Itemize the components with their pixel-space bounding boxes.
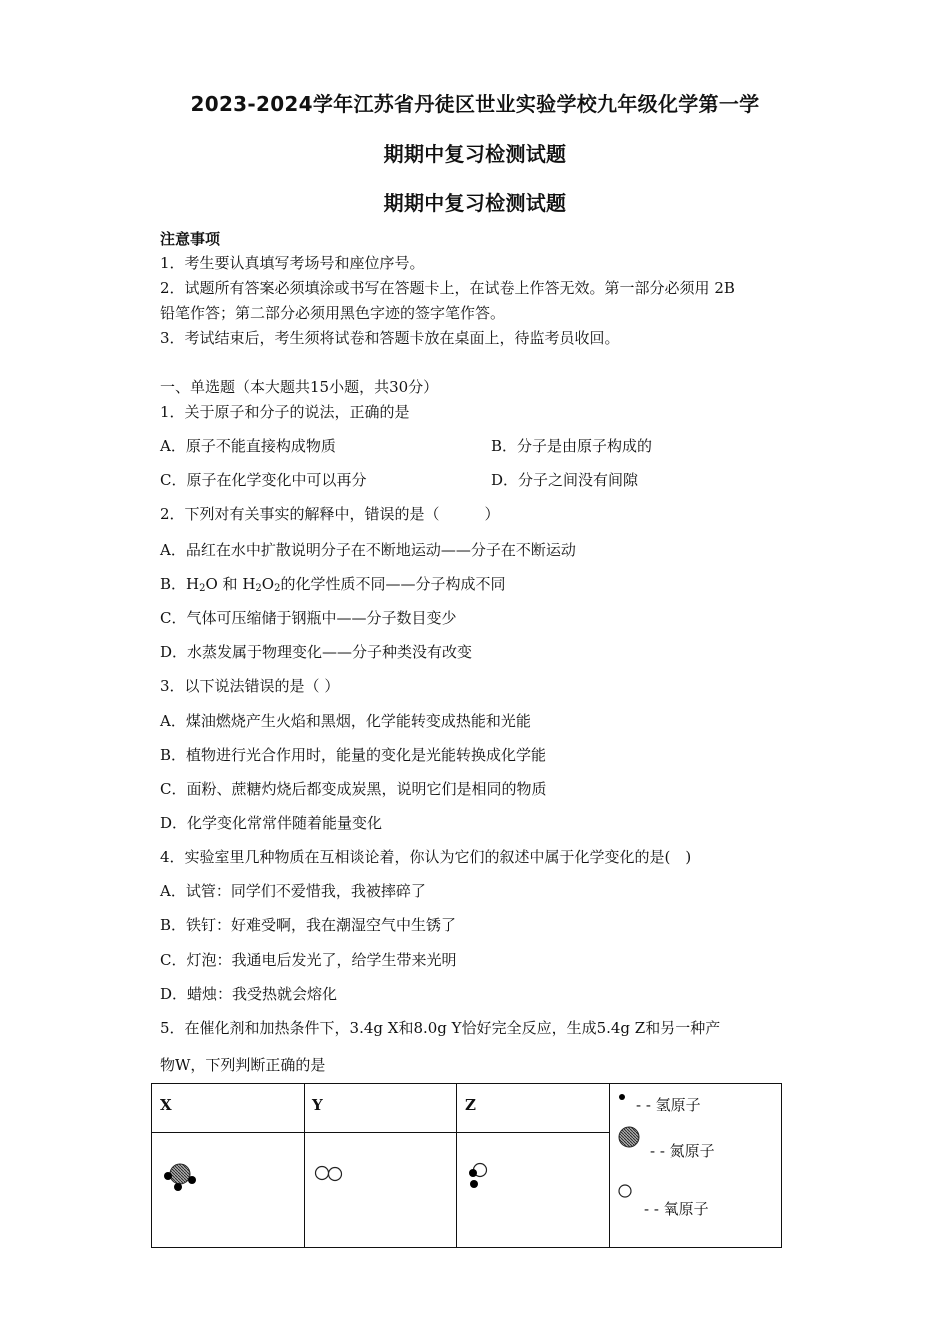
q3-option-a: A．煤油燃烧产生火焰和黑烟，化学能转变成热能和光能	[160, 712, 531, 730]
q2-option-b	[160, 573, 505, 594]
q2-b-prefix: B．H	[160, 575, 200, 593]
q2-option-d: D．水蒸发属于物理变化——分子种类没有改变	[160, 643, 473, 661]
q2-b-suffix: 的化学性质不同——分子构成不同	[280, 575, 506, 593]
q1-stem: 1．关于原子和分子的说法，正确的是	[160, 403, 410, 421]
q3-stem: 3．以下说法错误的是（ ）	[160, 677, 340, 695]
notice-item-2-cont: 铅笔作答；第二部分必须用黑色字迹的签字笔作答。	[160, 304, 506, 322]
q3-option-c: C．面粉、蔗糖灼烧后都变成炭黑，说明它们是相同的物质	[160, 780, 547, 798]
q4-option-c: C．灯泡：我通电后发光了，给学生带来光明	[160, 951, 457, 969]
q2-b-mid: O 和 H	[205, 575, 256, 593]
notice-heading: 注意事项	[160, 230, 221, 248]
notice-item-2: 2．试题所有答案必须填涂或书写在答题卡上，在试卷上作答无效。第一部分必须用 2B	[160, 279, 735, 297]
table-divider	[456, 1084, 457, 1247]
q1-option-a: A．原子不能直接构成物质	[160, 437, 336, 455]
legend-nitrogen: - - 氮原子	[650, 1142, 715, 1160]
oxygen-atom-icon	[618, 1184, 634, 1200]
title-line-1: 2023-2024学年江苏省丹徒区世业实验学校九年级化学第一学	[190, 92, 760, 116]
molecule-z-water	[466, 1162, 492, 1192]
q2-option-c: C．气体可压缩储于钢瓶中——分子数目变少	[160, 609, 457, 627]
header-z: Z	[465, 1096, 476, 1114]
q1-option-d: D．分子之间没有间隙	[491, 471, 639, 489]
legend-hydrogen: - - 氢原子	[636, 1096, 701, 1114]
hydrogen-atom-icon	[618, 1092, 628, 1102]
q4-stem: 4．实验室里几种物质在互相谈论着，你认为它们的叙述中属于化学变化的是( )	[160, 848, 692, 866]
q2-b-sub3: 2	[274, 583, 281, 594]
molecule-table	[151, 1083, 782, 1248]
q1-option-c: C．原子在化学变化中可以再分	[160, 471, 367, 489]
notice-item-3: 3．考试结束后，考生须将试卷和答题卡放在桌面上，待监考员收回。	[160, 329, 620, 347]
q3-option-d: D．化学变化常常伴随着能量变化	[160, 814, 383, 832]
q1-option-b: B．分子是由原子构成的	[491, 437, 653, 455]
q4-option-b: B．铁钉：好难受啊，我在潮湿空气中生锈了	[160, 916, 457, 934]
section-heading: 一、单选题（本大题共15小题，共30分）	[160, 378, 439, 396]
legend-oxygen: - - 氧原子	[644, 1200, 709, 1218]
title-line-3: 期期中复习检测试题	[383, 191, 567, 215]
molecule-y-oxygen	[314, 1164, 346, 1184]
notice-item-1: 1．考生要认真填写考场号和座位序号。	[160, 254, 425, 272]
q2-b-sub2: 2	[255, 583, 262, 594]
q5-stem-line-1: 5．在催化剂和加热条件下，3.4g X和8.0g Y恰好完全反应，生成5.4g Z和另一种产	[160, 1019, 721, 1037]
table-row-divider	[152, 1132, 609, 1133]
q2-stem: 2．下列对有关事实的解释中，错误的是（ ）	[160, 505, 500, 523]
header-x: X	[160, 1096, 172, 1114]
q5-stem-line-2: 物W，下列判断正确的是	[160, 1056, 326, 1074]
nitrogen-atom-icon	[618, 1126, 642, 1150]
q2-b-sub1: 2	[199, 583, 206, 594]
q3-option-b: B．植物进行光合作用时，能量的变化是光能转换成化学能	[160, 746, 547, 764]
table-divider	[609, 1084, 610, 1247]
header-y: Y	[312, 1096, 323, 1114]
q4-option-a: A．试管：同学们不爱惜我，我被摔碎了	[160, 882, 426, 900]
q4-option-d: D．蜡烛：我受热就会熔化	[160, 985, 338, 1003]
table-divider	[304, 1084, 305, 1247]
molecule-x-ammonia	[160, 1160, 200, 1194]
title-line-2: 期期中复习检测试题	[383, 142, 567, 166]
q2-option-a: A．品红在水中扩散说明分子在不断地运动——分子在不断运动	[160, 541, 576, 559]
q2-b-mid2: O	[261, 575, 275, 593]
